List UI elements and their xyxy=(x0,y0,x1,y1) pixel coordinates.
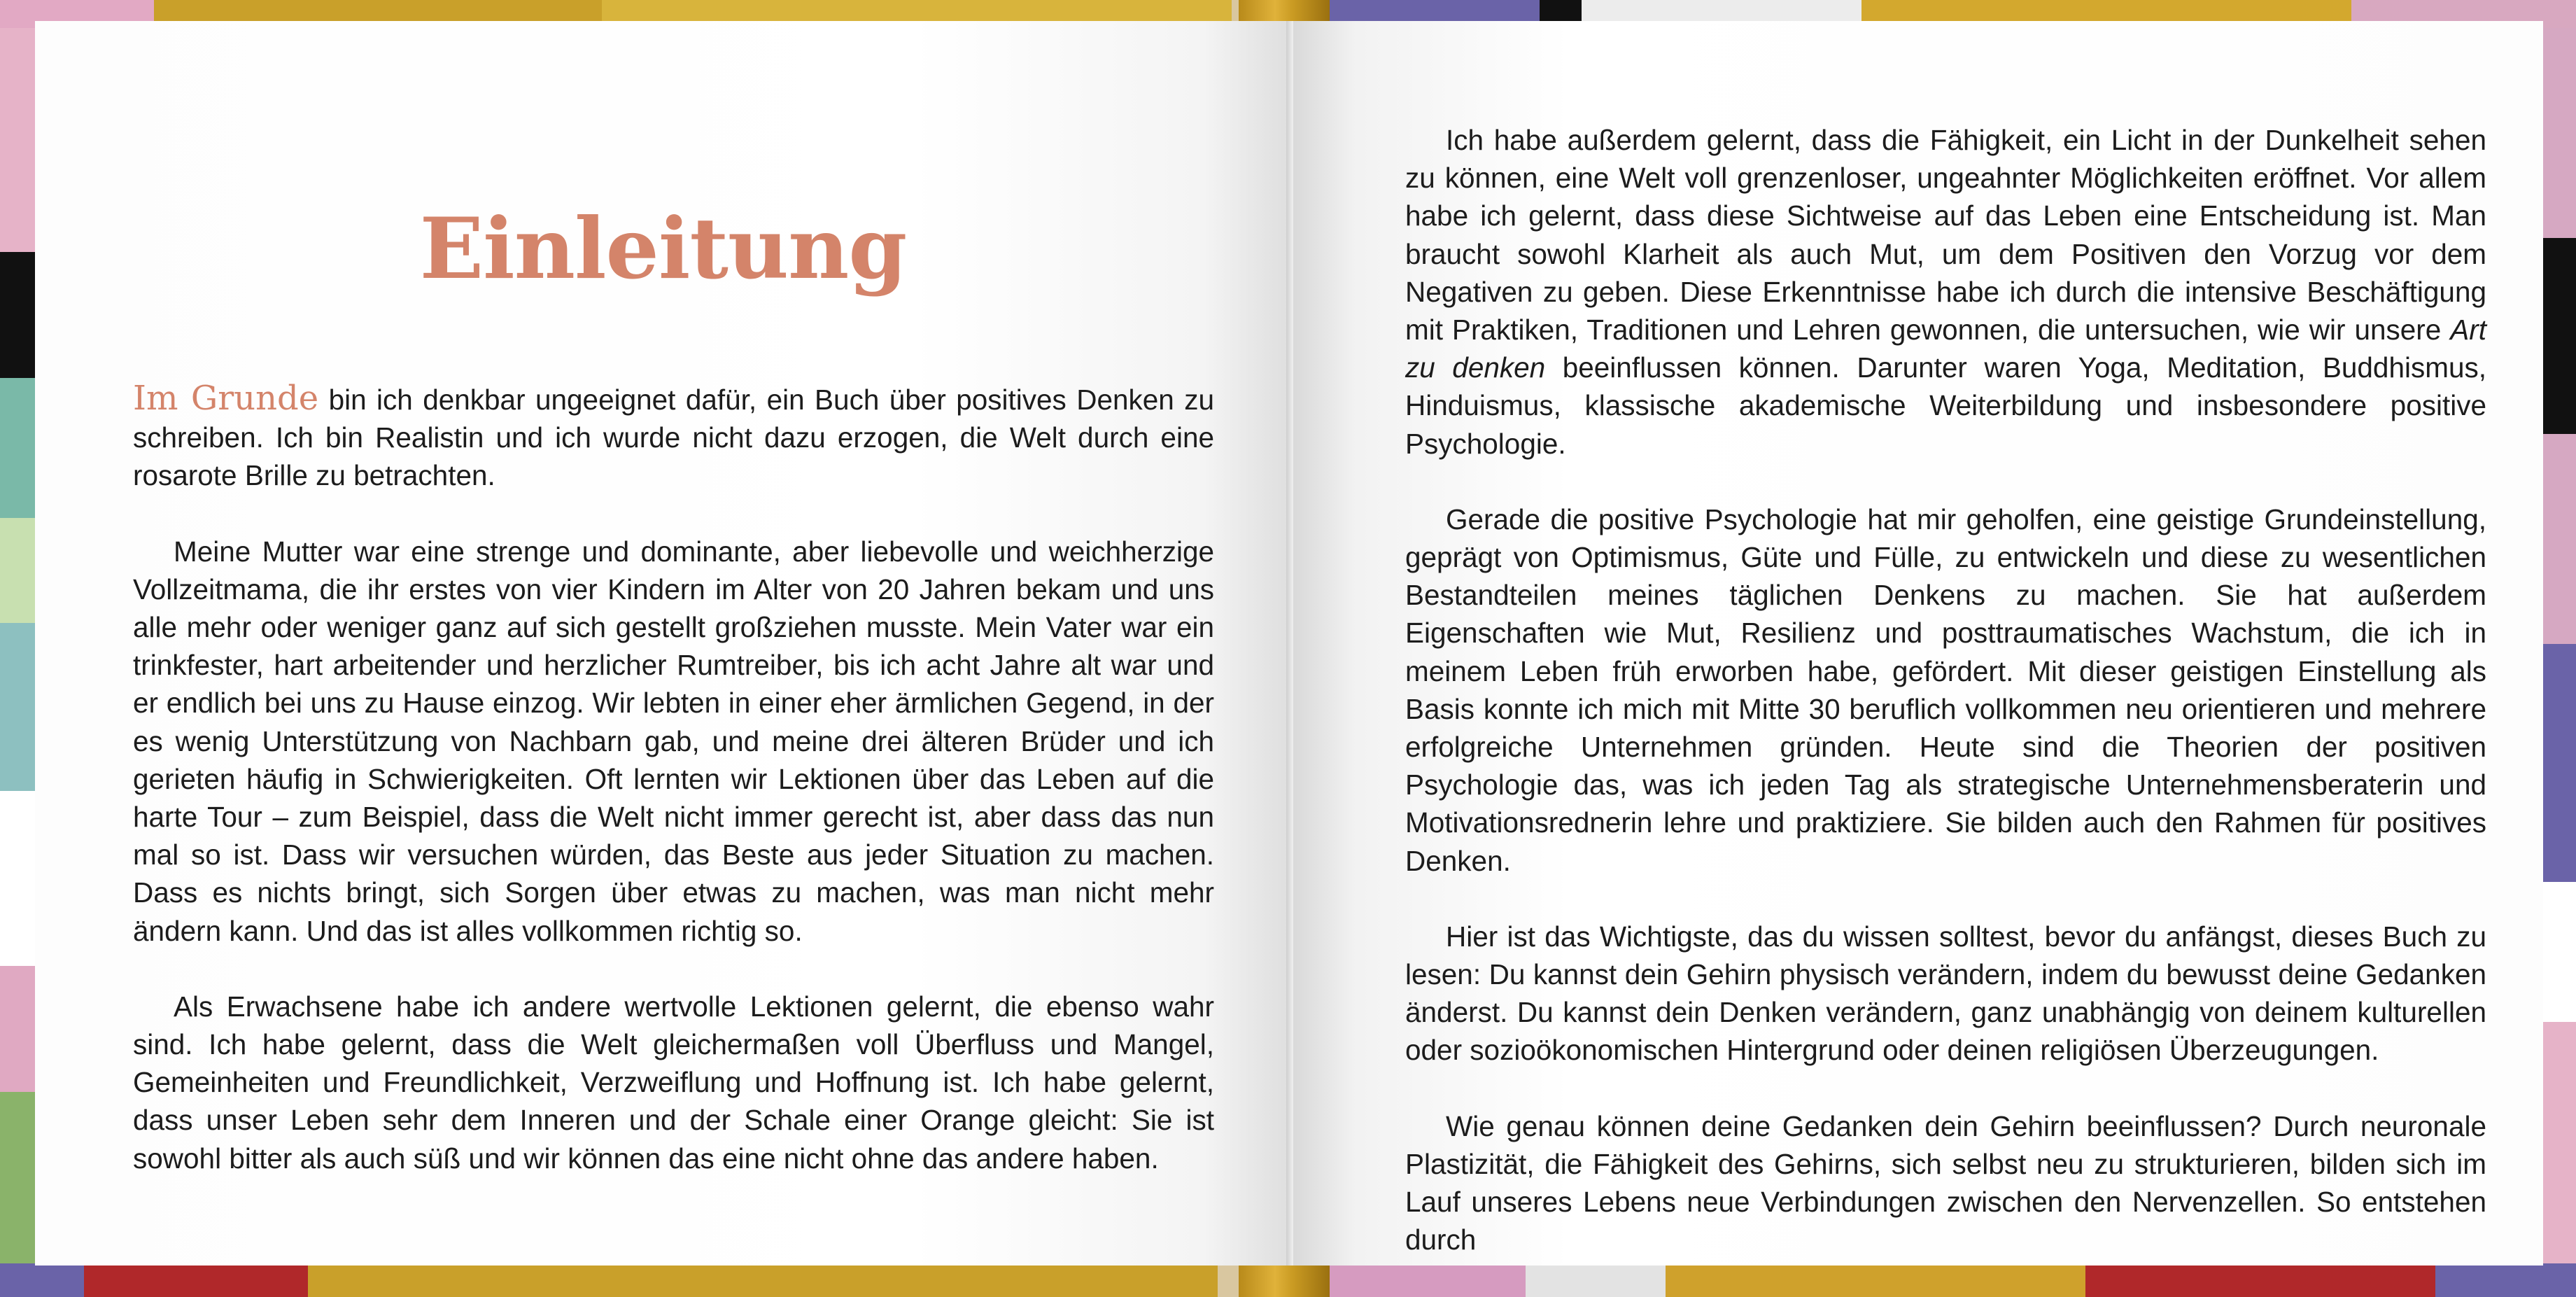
paragraph: Wie genau können deine Gedanken dein Gehirn beeinflussen? Durch neuronale Plastizität, die Fähigkeit des Gehirns, sich selbst neu zu strukturieren, bilden sich im Lauf unseres Lebens neue Verbindungen zwischen den Nervenzellen. So entstehen durch xyxy=(1405,1109,2486,1256)
paragraph xyxy=(1405,121,2486,463)
paragraph: Als Erwachsene habe ich andere wertvolle Lektionen gelernt, die ebenso wahr sind. Ich habe gelernt, dass die Welt gleichermaßen voll Überfluss und Mangel, Gemeinheiten und Freundlichkeit, Verzweiflung und Hoffnung ist. Ich habe gelernt, dass unser Leben sehr dem Inneren und der Schale einer Orange gleicht: Sie ist sowohl bitter als auch süß und wir können das eine nicht ohne das andere haben. xyxy=(133,990,1214,1175)
paragraph-text: Ich habe außerdem gelernt, dass die Fähigkeit, ein Licht in der Dunkelheit sehen zu können, eine Welt voll grenzenloser, ungeahnter Möglichkeiten eröffnet. Vor allem habe ich gelernt, dass diese Sichtweise auf das Leben eine Entscheidung ist. Man braucht sowohl Klarheit als auch Mut, um dem Positiven den Vorzug vor dem Negativen zu geben. Diese Erkenntnisse habe ich durch die intensive Beschäftigung mit Praktiken, Traditionen und Lehren gewonnen, die untersuchen, wie wir unsere xyxy=(1405,124,2486,346)
paragraph-text: beeinflussen können. Darunter waren Yoga, Meditation, Buddhismus, Hinduismus, klassische akademische Weiterbildung und insbesondere positive Psychologie. xyxy=(1405,351,2486,460)
left-page-body xyxy=(133,379,1214,1215)
right-page-body xyxy=(1405,121,2486,1296)
paragraph: Meine Mutter war eine strenge und dominante, aber liebevolle und weichherzige Vollzeitmama, die ihr erstes von vier Kindern im Alter von 20 Jahren bekam und uns alle mehr oder weniger ganz auf sich gestellt großziehen musste. Mein Vater war ein trinkfester, hart arbeitender und herzlicher Rumtreiber, bis ich acht Jahre alt war und er endlich bei uns zu Hause einzog. Wir lebten in einer eher ärmlichen Gegend, in der es wenig Unterstützung von Nachbarn gab, und meine drei älteren Brüder und ich gerieten häufig in Schwierigkeiten. Oft lernten wir Lektionen über das Leben auf die harte Tour – zum Beispiel, dass die Welt nicht immer gerecht ist, aber dass das nun mal so ist. Dass wir versuchen würden, das Beste aus jeder Situation zu machen. Dass es nichts bringt, sich Sorgen über etwas zu machen, was man nicht mehr ändern kann. Und das ist alles vollkommen richtig so. xyxy=(133,535,1214,947)
paragraph xyxy=(133,379,1214,495)
paragraph-text: bin ich denkbar ungeeignet dafür, ein Buch über positives Denken zu schreiben. Ich bin Realistin und ich wurde nicht dazu erzogen, die Welt durch eine rosarote Brille zu betrachten. xyxy=(133,384,1214,492)
right-page xyxy=(1293,21,2543,1266)
emphasis-text: Art zu denken xyxy=(1405,314,2486,384)
paragraph: Hier ist das Wichtigste, das du wissen solltest, bevor du anfängst, dieses Buch zu lesen: Du kannst dein Gehirn physisch verändern, indem du bewusst deine Gedanken änderst. Du kannst dein Denken verändern, ganz unabhängig von deinem kulturellen oder sozioökonomischen Hintergrund oder deinen religiösen Überzeugungen. xyxy=(1405,920,2486,1067)
lead-in-words: Im Grunde xyxy=(133,379,319,418)
left-page xyxy=(35,21,1291,1266)
paragraph: Gerade die positive Psychologie hat mir geholfen, eine geistige Grundeinstellung, geprägt von Optimismus, Güte und Fülle, zu entwickeln und diese zu wesentlichen Bestandteilen meines täglichen Denkens zu machen. Sie hat außerdem Eigenschaften wie Mut, Resilienz und posttraumatisches Wachstum, die ich in meinem Leben früh erworben habe, gefördert. Mit dieser geistigen Einstellung als Basis konnte ich mich mit Mitte 30 beruflich vollkommen neu orientieren und mehrere erfolgreiche Unternehmen gründen. Heute sind die Theorien der positiven Psychologie das, was ich jeden Tag als strategische Unternehmensberaterin und Motivationsrednerin lehre und praktiziere. Sie bilden auch den Rahmen für positives Denken. xyxy=(1405,503,2486,877)
chapter-title: Einleitung xyxy=(419,199,907,298)
